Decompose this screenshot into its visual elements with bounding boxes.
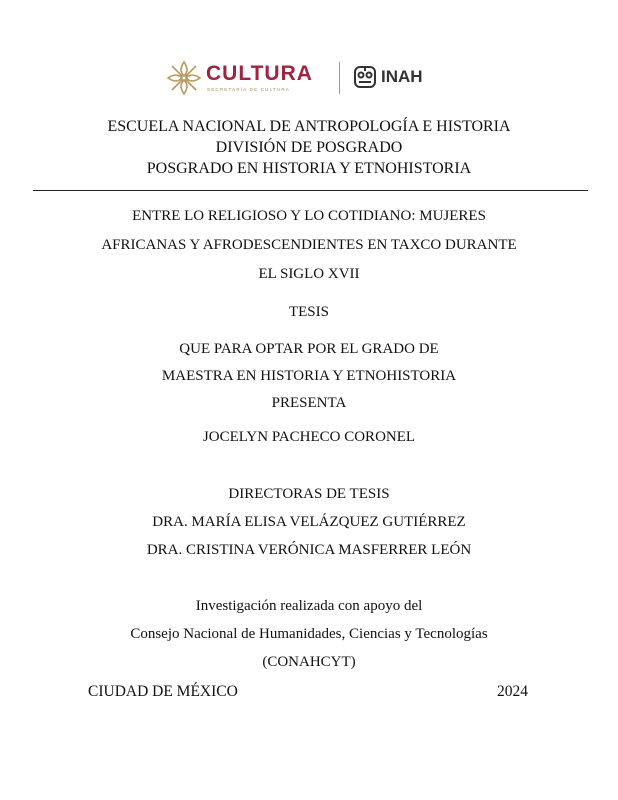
- director-name: DRA. MARÍA ELISA VELÁZQUEZ GUTIÉRREZ: [152, 514, 466, 530]
- degree-line: QUE PARA OPTAR POR EL GRADO DE: [179, 341, 439, 357]
- header-divider: [33, 190, 588, 191]
- logo-divider: [339, 62, 340, 94]
- thesis-title-line: ENTRE LO RELIGIOSO Y LO COTIDIANO: MUJERES: [132, 208, 486, 224]
- degree-line: PRESENTA: [271, 395, 347, 411]
- school-name: ESCUELA NACIONAL DE ANTROPOLOGÍA E HISTORIA: [107, 118, 511, 135]
- author-name: JOCELYN PACHECO CORONEL: [202, 429, 416, 445]
- footer-city: CIUDAD DE MÉXICO: [88, 683, 238, 700]
- cultura-logo-text: CULTURA: [206, 62, 313, 85]
- degree-line: MAESTRA EN HISTORIA Y ETNOHISTORIA: [161, 368, 457, 384]
- funding-line: (CONAHCYT): [262, 654, 356, 670]
- logo-bar: [0, 58, 618, 98]
- director-name: DRA. CRISTINA VERÓNICA MASFERRER LEÓN: [146, 542, 472, 558]
- footer-year: 2024: [497, 683, 528, 700]
- directors-heading: DIRECTORAS DE TESIS: [228, 486, 390, 502]
- funding-line: Consejo Nacional de Humanidades, Ciencias y Tecnologías: [130, 626, 488, 642]
- thesis-label: TESIS: [288, 304, 329, 320]
- thesis-title-line: AFRICANAS Y AFRODESCENDIENTES EN TAXCO DURANTE: [101, 237, 517, 253]
- cultura-logo-tagline: SECRETARÍA DE CULTURA: [207, 87, 291, 92]
- division-name: DIVISIÓN DE POSGRADO: [215, 139, 403, 156]
- inah-emblem-icon: [352, 64, 378, 90]
- inah-logo-text: INAH: [381, 67, 423, 86]
- thesis-title-line: EL SIGLO XVII: [258, 266, 360, 282]
- program-name: POSGRADO EN HISTORIA Y ETNOHISTORIA: [146, 160, 472, 177]
- funding-line: Investigación realizada con apoyo del: [195, 598, 423, 614]
- cultura-emblem-icon: [164, 58, 204, 98]
